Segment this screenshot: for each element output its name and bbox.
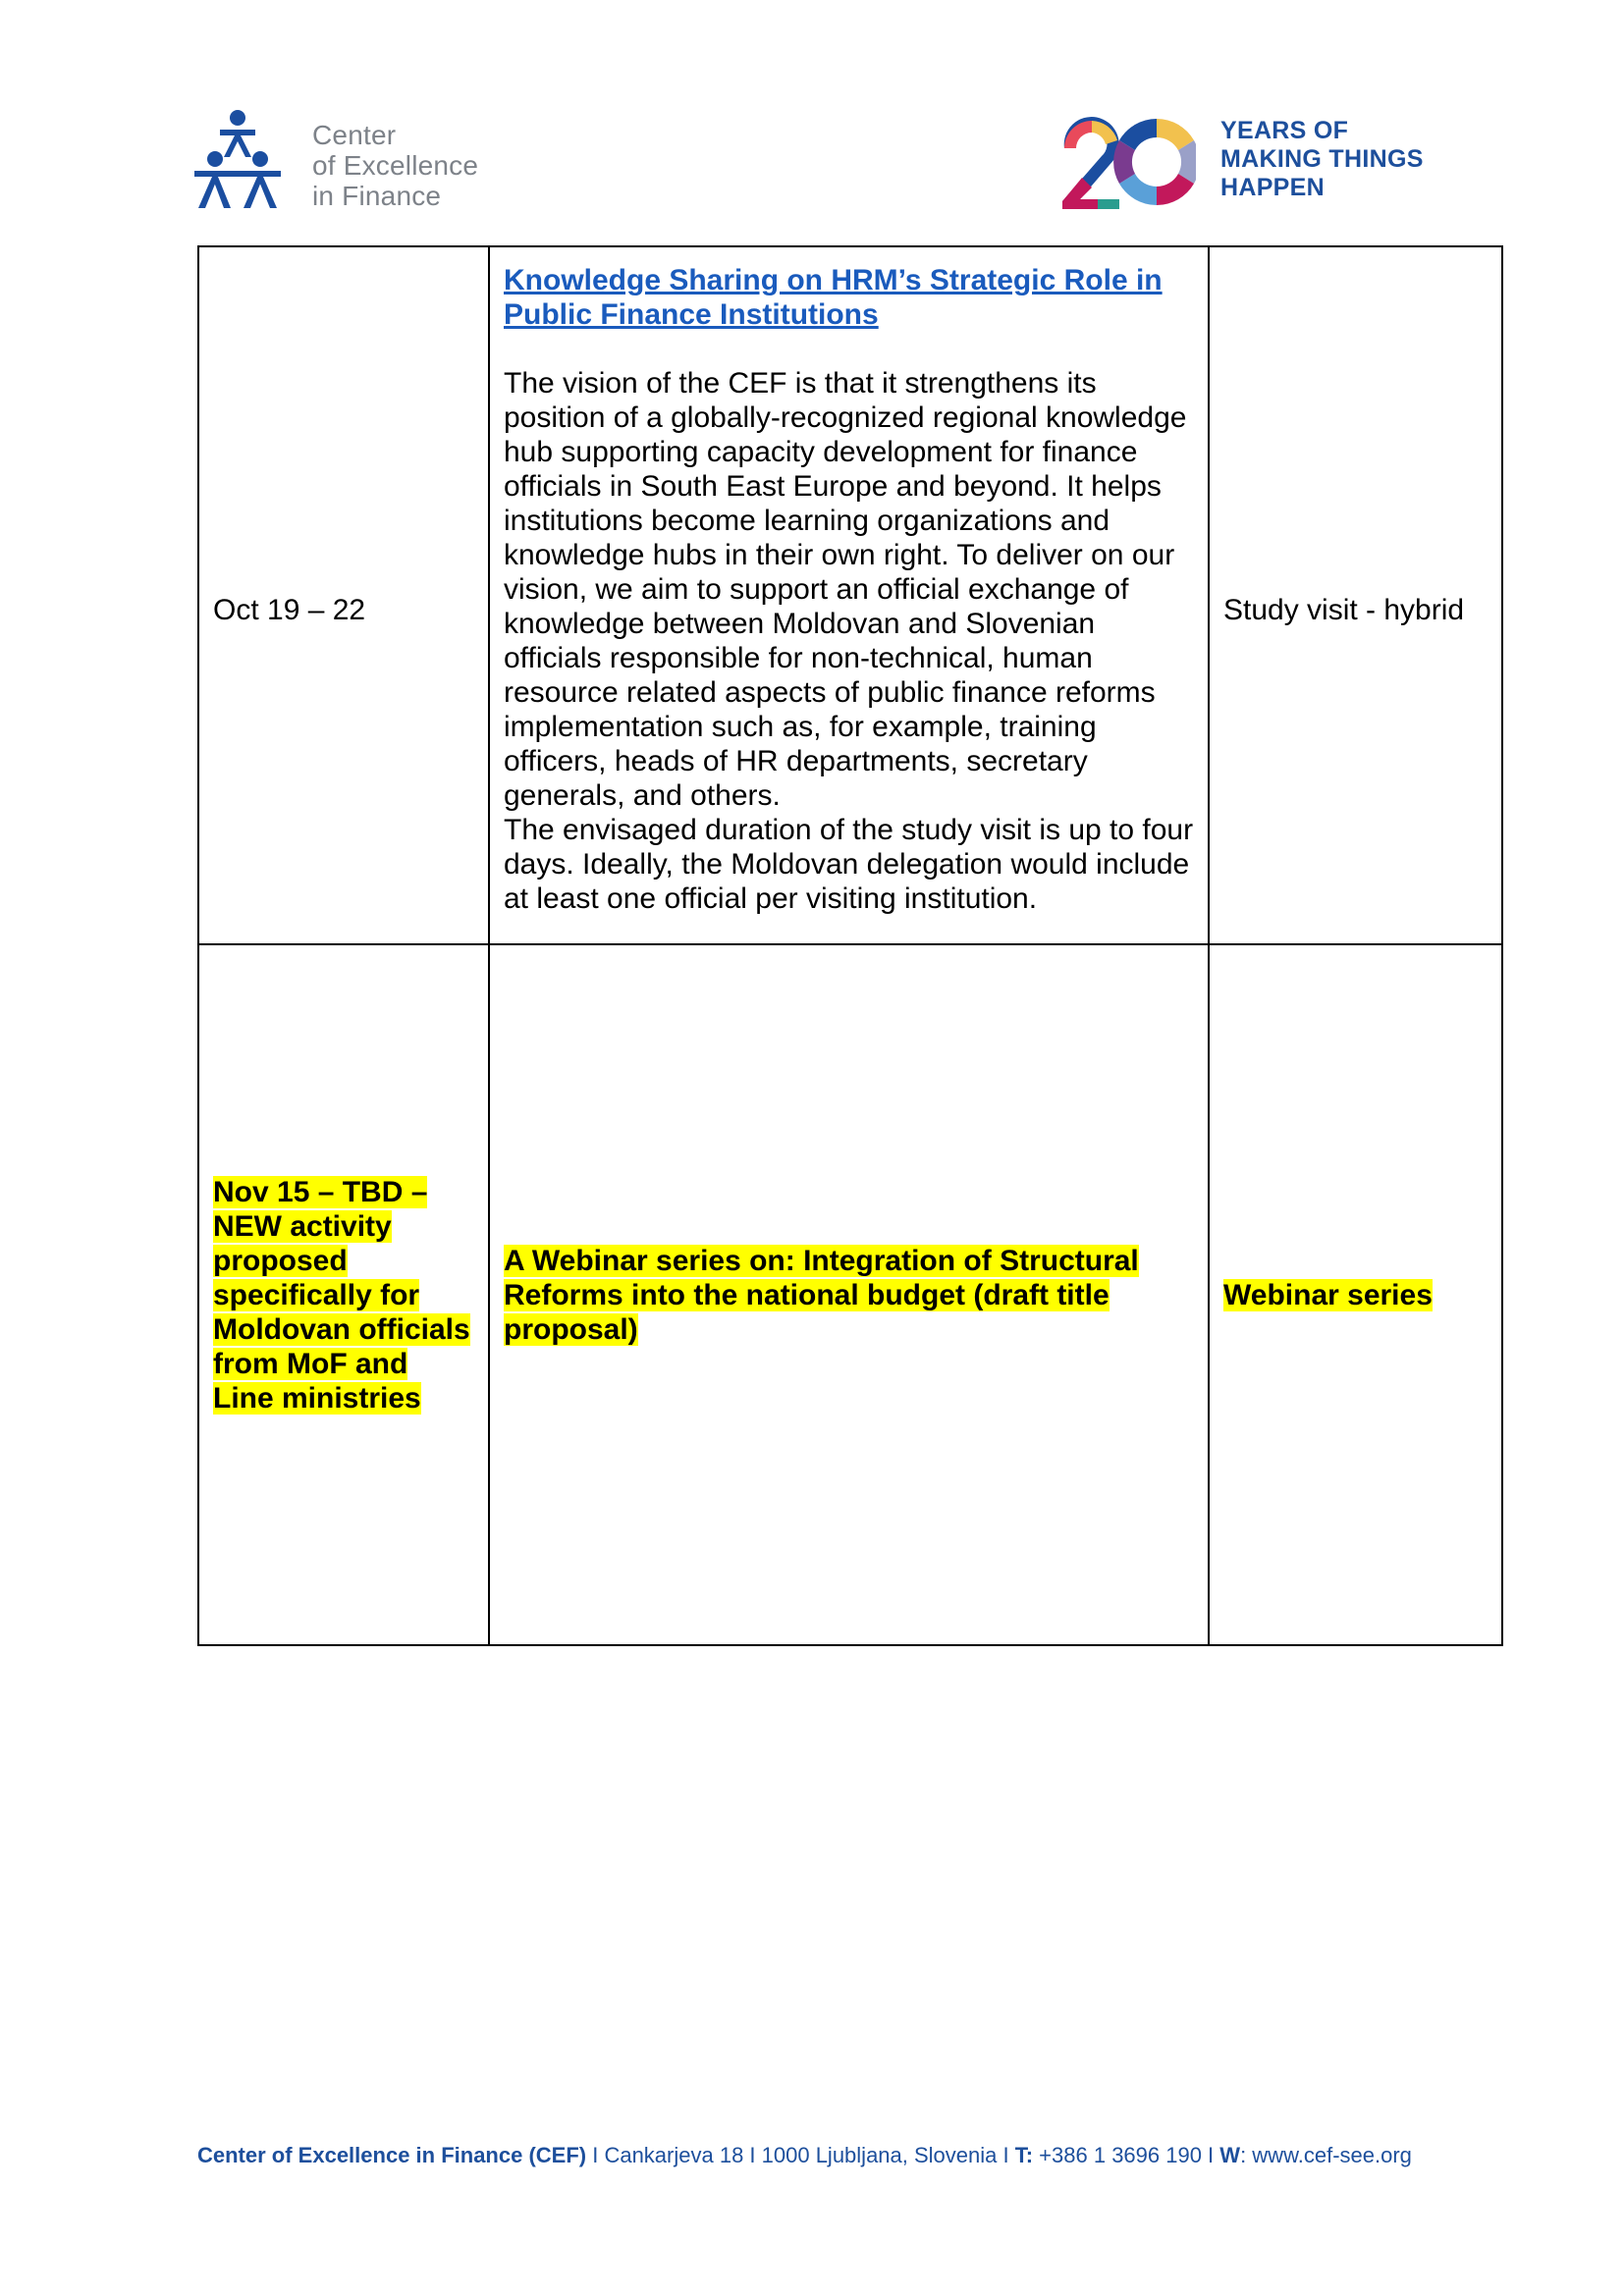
footer-org-name: Center of Excellence in Finance (CEF) <box>197 2143 587 2167</box>
activity-date-highlighted: Nov 15 – TBD – NEW activity proposed specifically for Moldovan officials from MoF and Line ministries <box>213 1175 470 1415</box>
activity-type: Study visit - hybrid <box>1223 594 1465 626</box>
organization-name <box>312 120 478 211</box>
footer-web[interactable]: : www.cef-see.org <box>1240 2143 1412 2167</box>
footer-phone-label: T: <box>1014 2143 1034 2167</box>
activity-schedule-table <box>197 245 1503 1646</box>
table-row <box>198 944 1502 1645</box>
activity-type-cell <box>1209 246 1502 944</box>
cef-logo-block <box>192 108 507 216</box>
footer-address: I Cankarjeva 18 I 1000 Ljubljana, Slovenia I <box>586 2143 1015 2167</box>
table-row <box>198 246 1502 944</box>
organization-name-line-2: of Excellence <box>312 150 479 181</box>
footer-web-label: W <box>1219 2143 1241 2167</box>
cef-people-logo-icon <box>192 108 283 212</box>
anniversary-tagline <box>1220 117 1424 202</box>
activity-title-link[interactable]: Knowledge Sharing on HRM’s Strategic Role in Public Finance Institutions <box>504 264 1163 331</box>
activity-date: Oct 19 – 22 <box>213 594 366 626</box>
activity-description-cell <box>489 246 1209 944</box>
activity-description-duration: The envisaged duration of the study visit is up to four days. Ideally, the Moldovan delegation would include at least one official per visiting institution. <box>504 814 1194 915</box>
activity-date-cell <box>198 246 489 944</box>
organization-name-line-3: in Finance <box>312 181 442 211</box>
organization-name-line-1: Center <box>312 120 397 150</box>
anniversary-logo-block <box>1058 113 1471 221</box>
page-footer <box>197 2143 1412 2168</box>
footer-phone: +386 1 3696 190 I <box>1033 2143 1220 2167</box>
activity-description: The vision of the CEF is that it strengthens its position of a globally-recognized regional knowledge hub supporting capacity development for finance officials in South East Europe and beyond. It helps institutions become learning organizations and knowledge hubs in their own right. To deliver on our vision, we aim to support an official exchange of knowledge between Moldovan and Slovenian officials responsible for non-technical, human resource related aspects of public finance reforms implementation such as, for example, training officers, heads of HR departments, secretary generals, and others. <box>504 367 1187 812</box>
anniversary-line-1: YEARS OF <box>1220 117 1349 144</box>
anniversary-line-3: HAPPEN <box>1220 174 1325 201</box>
twenty-years-logo-icon <box>1058 113 1196 211</box>
activity-description-highlighted: A Webinar series on: Integration of Structural Reforms into the national budget (draft title proposal) <box>504 1244 1139 1346</box>
activity-date-cell <box>198 944 489 1645</box>
activity-type-highlighted: Webinar series <box>1223 1278 1433 1311</box>
activity-type-cell <box>1209 944 1502 1645</box>
anniversary-line-2: MAKING THINGS <box>1220 145 1424 173</box>
activity-description-cell <box>489 944 1209 1645</box>
